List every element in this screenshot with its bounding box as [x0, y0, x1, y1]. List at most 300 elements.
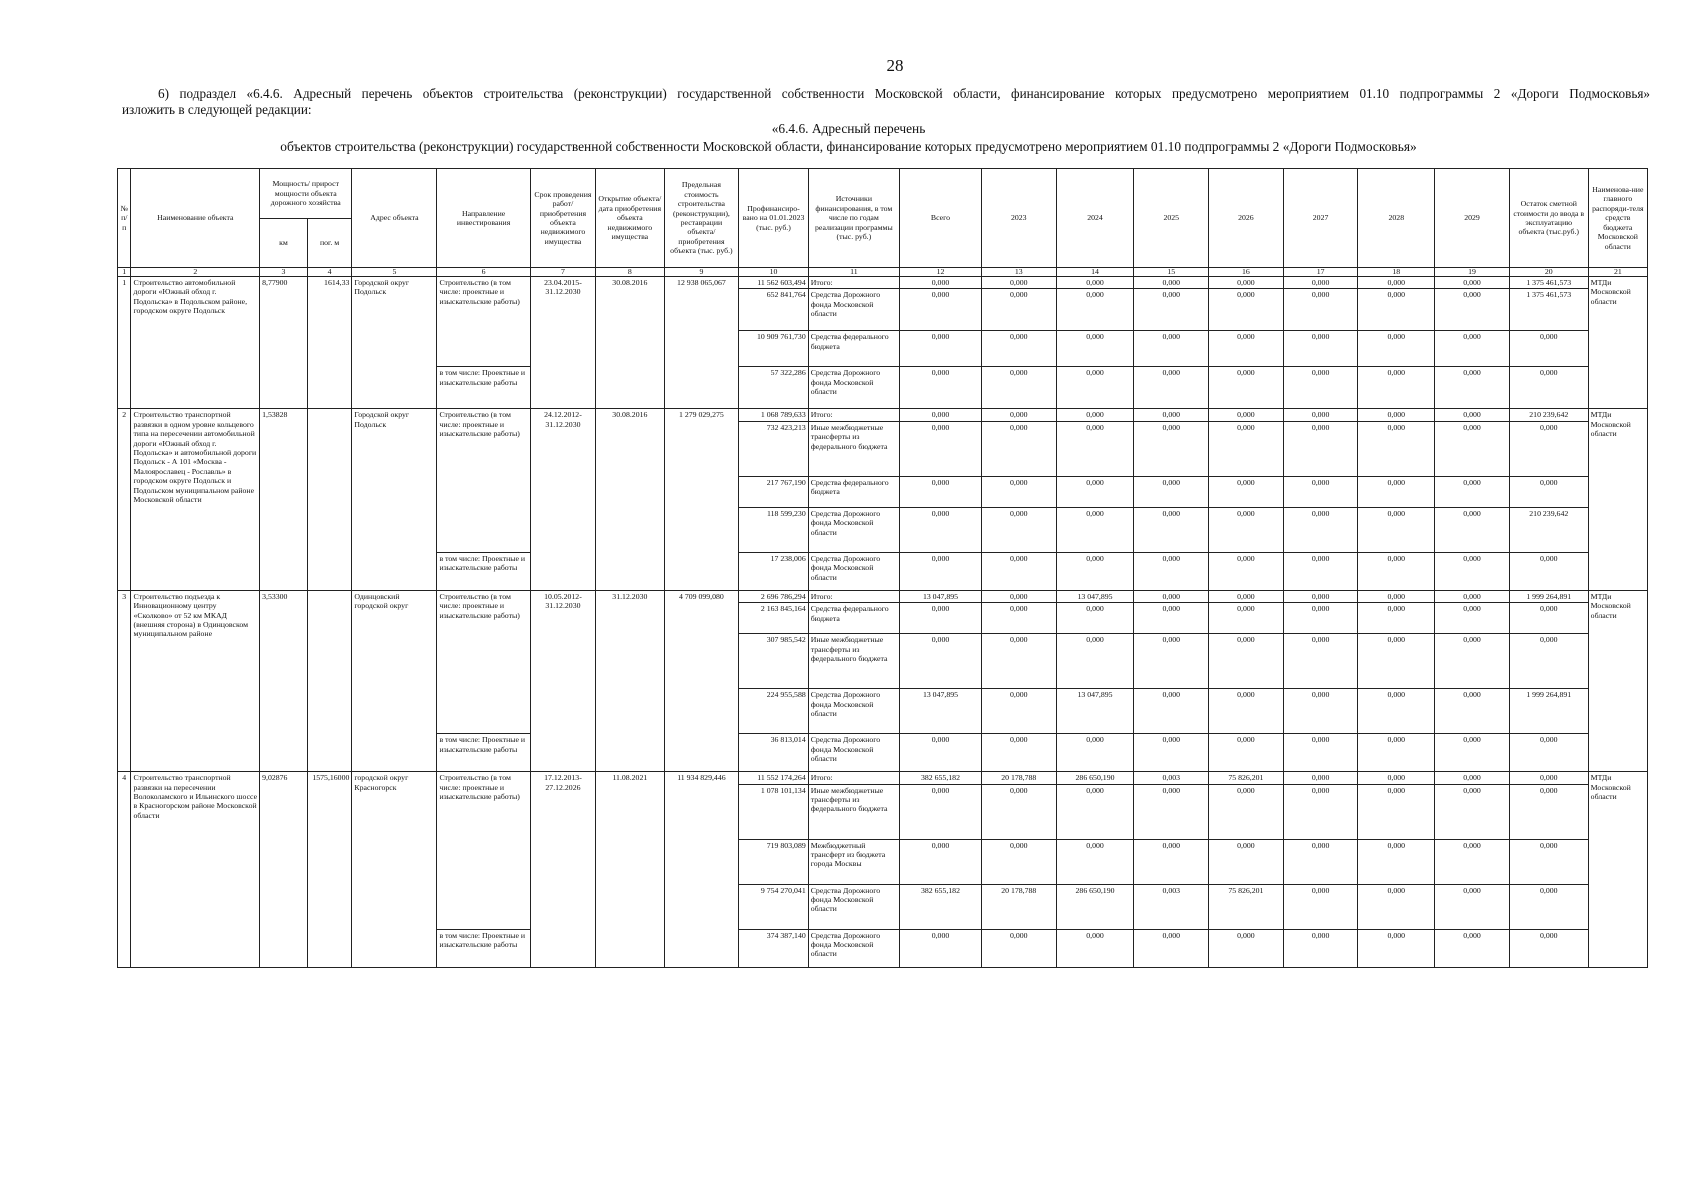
- total-value: 382 655,182: [900, 884, 982, 929]
- col-number: 4: [307, 268, 352, 277]
- col-number: 5: [352, 268, 437, 277]
- year-value-2028: 0,000: [1358, 552, 1435, 590]
- object-number: 1: [118, 277, 131, 409]
- header-remainder: Остаток сметной стоимости до ввода в эксплуатацию объекта (тыс.руб.): [1509, 169, 1588, 268]
- total-value: 13 047,895: [900, 689, 982, 734]
- header-manager: Наименова-ние главного распоряди-теля средств бюджета Московской области: [1588, 169, 1647, 268]
- col-number: 10: [739, 268, 808, 277]
- year-value-2023: 0,000: [981, 421, 1056, 476]
- object-cost: 11 934 829,446: [664, 772, 739, 967]
- header-pm: пог. м: [307, 219, 352, 268]
- col-number: 17: [1283, 268, 1358, 277]
- remainder-value: 0,000: [1509, 552, 1588, 590]
- year-value-2026: 0,000: [1209, 603, 1284, 634]
- header-cost: Предельная стоимость строительства (реконструкции), реставрации объекта/ приобретения объекта (тыс. руб.): [664, 169, 739, 268]
- financed-value: 307 985,542: [739, 634, 808, 689]
- total-value: 0,000: [900, 421, 982, 476]
- remainder-value: 0,000: [1509, 784, 1588, 839]
- header-year-2027: 2027: [1283, 169, 1358, 268]
- object-direction-sub: в том числе: Проектные и изыскательские работы: [437, 734, 530, 772]
- table-title-line-2: объектов строительства (реконструкции) государственной собственности Московской области, финансирование которых предусмотрено мероприятием 01.10 подпрограммы 2 «Дороги Подмосковья»: [280, 139, 1417, 154]
- year-value-2028: 0,000: [1358, 331, 1435, 367]
- header-direction: Направление инвестирования: [437, 169, 530, 268]
- col-number: 7: [530, 268, 595, 277]
- object-number: 3: [118, 590, 131, 771]
- col-number: 11: [808, 268, 899, 277]
- col-number: 2: [131, 268, 260, 277]
- year-value-2026: 0,000: [1209, 289, 1284, 331]
- year-value-2024: 0,000: [1056, 784, 1134, 839]
- total-value: 0,000: [900, 331, 982, 367]
- funding-source: Итого:: [808, 277, 899, 289]
- year-value-2023: 0,000: [981, 734, 1056, 772]
- object-name: Строительство подъезда к Инновационному центру «Сколково» от 52 км МКАД (внешняя сторона) в Одинцовском муниципальном районе: [131, 590, 260, 771]
- object-opening: 30.08.2016: [596, 409, 664, 590]
- remainder-value: 0,000: [1509, 367, 1588, 409]
- year-value-2028: 0,000: [1358, 689, 1435, 734]
- year-value-2028: 0,000: [1358, 289, 1435, 331]
- funding-source: Средства Дорожного фонда Московской области: [808, 367, 899, 409]
- year-value-2025: 0,000: [1134, 784, 1209, 839]
- header-capacity: Мощность/ прирост мощности объекта дорожного хозяйства: [260, 169, 352, 219]
- remainder-value: 0,000: [1509, 884, 1588, 929]
- year-value-2025: 0,000: [1134, 409, 1209, 421]
- object-direction: Строительство (в том числе: проектные и изыскательские работы): [437, 409, 530, 552]
- total-value: 0,000: [900, 277, 982, 289]
- year-value-2028: 0,000: [1358, 839, 1435, 884]
- year-value-2028: 0,000: [1358, 772, 1435, 784]
- year-value-2025: 0,000: [1134, 929, 1209, 967]
- intro-line-2: изложить в следующей редакции:: [122, 102, 312, 117]
- object-opening: 31.12.2030: [596, 590, 664, 771]
- year-value-2023: 20 178,788: [981, 884, 1056, 929]
- year-value-2024: 13 047,895: [1056, 689, 1134, 734]
- remainder-value: 0,000: [1509, 421, 1588, 476]
- col-number: 1: [118, 268, 131, 277]
- object-opening: 30.08.2016: [596, 277, 664, 409]
- year-value-2024: 0,000: [1056, 839, 1134, 884]
- year-value-2023: 0,000: [981, 289, 1056, 331]
- remainder-value: 0,000: [1509, 476, 1588, 507]
- year-value-2027: 0,000: [1283, 409, 1358, 421]
- object-km: 3,53300: [260, 590, 308, 771]
- year-value-2023: 0,000: [981, 331, 1056, 367]
- object-cost: 12 938 065,067: [664, 277, 739, 409]
- object-cost: 4 709 099,080: [664, 590, 739, 771]
- object-address: городской округ Красногорск: [352, 772, 437, 967]
- year-value-2023: 0,000: [981, 590, 1056, 602]
- header-address: Адрес объекта: [352, 169, 437, 268]
- financed-value: 1 068 789,633: [739, 409, 808, 421]
- year-value-2023: 0,000: [981, 552, 1056, 590]
- year-value-2026: 0,000: [1209, 421, 1284, 476]
- financed-value: 224 955,588: [739, 689, 808, 734]
- header-year-2028: 2028: [1358, 169, 1435, 268]
- year-value-2027: 0,000: [1283, 331, 1358, 367]
- header-term: Срок проведения работ/ приобретения объекта недвижимого имущества: [530, 169, 595, 268]
- object-manager: МТДи Московской области: [1588, 590, 1647, 771]
- header-year-2023: 2023: [981, 169, 1056, 268]
- year-value-2024: 0,000: [1056, 734, 1134, 772]
- year-value-2025: 0,000: [1134, 507, 1209, 552]
- year-value-2029: 0,000: [1435, 409, 1510, 421]
- year-value-2028: 0,000: [1358, 590, 1435, 602]
- funding-source: Иные межбюджетные трансферты из федерального бюджета: [808, 634, 899, 689]
- year-value-2023: 20 178,788: [981, 772, 1056, 784]
- header-sources: Источники финансирования, в том числе по годам реализации программы (тыс. руб.): [808, 169, 899, 268]
- col-number: 16: [1209, 268, 1284, 277]
- year-value-2024: 0,000: [1056, 507, 1134, 552]
- funding-source: Средства Дорожного фонда Московской области: [808, 552, 899, 590]
- year-value-2025: 0,000: [1134, 603, 1209, 634]
- year-value-2026: 0,000: [1209, 689, 1284, 734]
- year-value-2023: 0,000: [981, 277, 1056, 289]
- financed-value: 1 078 101,134: [739, 784, 808, 839]
- year-value-2029: 0,000: [1435, 929, 1510, 967]
- financed-value: 11 552 174,264: [739, 772, 808, 784]
- object-name: Строительство транспортной развязки на пересечении Волоколамского и Ильинского шоссе в Красногорском районе Московской области: [131, 772, 260, 967]
- year-value-2027: 0,000: [1283, 772, 1358, 784]
- col-number: 14: [1056, 268, 1134, 277]
- remainder-value: 1 375 461,573: [1509, 289, 1588, 331]
- header-year-2026: 2026: [1209, 169, 1284, 268]
- year-value-2023: 0,000: [981, 409, 1056, 421]
- year-value-2028: 0,000: [1358, 634, 1435, 689]
- year-value-2024: 0,000: [1056, 552, 1134, 590]
- object-name: Строительство транспортной развязки в одном уровне кольцевого типа на пересечении автомобильной дороги «Южный обход г. Подольска» и автомобильной дороги Подольск - А 101 «Москва - Малоярославец - Рославль» в городском округе Подольск и Подольском муниципальном районе Московской области: [131, 409, 260, 590]
- year-value-2027: 0,000: [1283, 929, 1358, 967]
- year-value-2023: 0,000: [981, 507, 1056, 552]
- year-value-2023: 0,000: [981, 603, 1056, 634]
- year-value-2026: 75 826,201: [1209, 772, 1284, 784]
- object-row: [118, 409, 1648, 421]
- year-value-2026: 0,000: [1209, 634, 1284, 689]
- financed-value: 36 813,014: [739, 734, 808, 772]
- year-value-2026: 0,000: [1209, 476, 1284, 507]
- year-value-2027: 0,000: [1283, 784, 1358, 839]
- total-value: 0,000: [900, 603, 982, 634]
- remainder-value: 0,000: [1509, 772, 1588, 784]
- year-value-2026: 0,000: [1209, 784, 1284, 839]
- year-value-2029: 0,000: [1435, 367, 1510, 409]
- col-number: 19: [1435, 268, 1510, 277]
- col-number: 9: [664, 268, 739, 277]
- object-km: 1,53828: [260, 409, 308, 590]
- year-value-2024: 13 047,895: [1056, 590, 1134, 602]
- object-pm: [307, 590, 352, 771]
- funding-source: Средства Дорожного фонда Московской области: [808, 734, 899, 772]
- year-value-2028: 0,000: [1358, 603, 1435, 634]
- year-value-2026: 75 826,201: [1209, 884, 1284, 929]
- page-number: 28: [886, 56, 904, 75]
- funding-source: Средства Дорожного фонда Московской области: [808, 689, 899, 734]
- year-value-2024: 0,000: [1056, 421, 1134, 476]
- object-manager: МТДи Московской области: [1588, 409, 1647, 590]
- year-value-2023: 0,000: [981, 929, 1056, 967]
- object-pm: 1575,16000: [307, 772, 352, 967]
- total-value: 0,000: [900, 929, 982, 967]
- year-value-2029: 0,000: [1435, 476, 1510, 507]
- year-value-2028: 0,000: [1358, 421, 1435, 476]
- object-row: [118, 277, 1648, 289]
- year-value-2027: 0,000: [1283, 277, 1358, 289]
- funding-source: Средства Дорожного фонда Московской области: [808, 884, 899, 929]
- remainder-value: 0,000: [1509, 603, 1588, 634]
- object-direction: Строительство (в том числе: проектные и изыскательские работы): [437, 277, 530, 367]
- year-value-2029: 0,000: [1435, 884, 1510, 929]
- object-direction: Строительство (в том числе: проектные и изыскательские работы): [437, 590, 530, 733]
- object-address: Городской округ Подольск: [352, 409, 437, 590]
- funding-source: Средства федерального бюджета: [808, 476, 899, 507]
- year-value-2025: 0,000: [1134, 476, 1209, 507]
- year-value-2024: 0,000: [1056, 603, 1134, 634]
- financed-value: 652 841,764: [739, 289, 808, 331]
- year-value-2024: 0,000: [1056, 929, 1134, 967]
- object-cost: 1 279 029,275: [664, 409, 739, 590]
- col-number: 15: [1134, 268, 1209, 277]
- object-number: 2: [118, 409, 131, 590]
- col-number: 8: [596, 268, 664, 277]
- funding-source: Иные межбюджетные трансферты из федерального бюджета: [808, 421, 899, 476]
- object-direction-sub: в том числе: Проектные и изыскательские работы: [437, 929, 530, 967]
- table-title-line-1: «6.4.6. Адресный перечень: [771, 121, 926, 136]
- year-value-2026: 0,000: [1209, 277, 1284, 289]
- year-value-2029: 0,000: [1435, 552, 1510, 590]
- object-address: Одинцовский городской округ: [352, 590, 437, 771]
- object-term: 10.05.2012-31.12.2030: [530, 590, 595, 771]
- header-name: Наименование объекта: [131, 169, 260, 268]
- financed-value: 17 238,006: [739, 552, 808, 590]
- funding-source: Средства федерального бюджета: [808, 331, 899, 367]
- year-value-2027: 0,000: [1283, 884, 1358, 929]
- total-value: 382 655,182: [900, 772, 982, 784]
- funding-source: Межбюджетный трансферт из бюджета города Москвы: [808, 839, 899, 884]
- year-value-2029: 0,000: [1435, 331, 1510, 367]
- year-value-2026: 0,000: [1209, 367, 1284, 409]
- object-manager: МТДи Московской области: [1588, 772, 1647, 967]
- header-year-2029: 2029: [1435, 169, 1510, 268]
- year-value-2023: 0,000: [981, 367, 1056, 409]
- remainder-value: 0,000: [1509, 634, 1588, 689]
- column-numbers-row: [118, 268, 1648, 277]
- year-value-2028: 0,000: [1358, 277, 1435, 289]
- year-value-2025: 0,000: [1134, 421, 1209, 476]
- col-number: 18: [1358, 268, 1435, 277]
- year-value-2027: 0,000: [1283, 552, 1358, 590]
- object-term: 23.04.2015-31.12.2030: [530, 277, 595, 409]
- financed-value: 57 322,286: [739, 367, 808, 409]
- financed-value: 9 754 270,041: [739, 884, 808, 929]
- year-value-2029: 0,000: [1435, 289, 1510, 331]
- year-value-2025: 0,003: [1134, 772, 1209, 784]
- year-value-2025: 0,000: [1134, 552, 1209, 590]
- object-opening: 11.08.2021: [596, 772, 664, 967]
- total-value: 0,000: [900, 289, 982, 331]
- year-value-2029: 0,000: [1435, 507, 1510, 552]
- remainder-value: 210 239,642: [1509, 409, 1588, 421]
- year-value-2027: 0,000: [1283, 634, 1358, 689]
- remainder-value: 1 375 461,573: [1509, 277, 1588, 289]
- object-pm: 1614,33: [307, 277, 352, 409]
- header-year-2025: 2025: [1134, 169, 1209, 268]
- year-value-2028: 0,000: [1358, 784, 1435, 839]
- total-value: 13 047,895: [900, 590, 982, 602]
- year-value-2027: 0,000: [1283, 421, 1358, 476]
- col-number: 6: [437, 268, 530, 277]
- year-value-2028: 0,000: [1358, 734, 1435, 772]
- funding-source: Средства Дорожного фонда Московской области: [808, 289, 899, 331]
- col-number: 13: [981, 268, 1056, 277]
- year-value-2029: 0,000: [1435, 734, 1510, 772]
- remainder-value: 210 239,642: [1509, 507, 1588, 552]
- year-value-2027: 0,000: [1283, 734, 1358, 772]
- object-term: 24.12.2012-31.12.2030: [530, 409, 595, 590]
- year-value-2026: 0,000: [1209, 590, 1284, 602]
- funding-source: Средства Дорожного фонда Московской области: [808, 507, 899, 552]
- financed-value: 10 909 761,730: [739, 331, 808, 367]
- year-value-2025: 0,000: [1134, 590, 1209, 602]
- year-value-2027: 0,000: [1283, 590, 1358, 602]
- year-value-2023: 0,000: [981, 476, 1056, 507]
- year-value-2026: 0,000: [1209, 929, 1284, 967]
- total-value: 0,000: [900, 552, 982, 590]
- funding-source: Средства федерального бюджета: [808, 603, 899, 634]
- year-value-2029: 0,000: [1435, 784, 1510, 839]
- object-name: Строительство автомобильной дороги «Южный обход г. Подольска» в Подольском районе, городском округе Подольск: [131, 277, 260, 409]
- object-number: 4: [118, 772, 131, 967]
- year-value-2026: 0,000: [1209, 409, 1284, 421]
- year-value-2029: 0,000: [1435, 839, 1510, 884]
- funding-source: Иные межбюджетные трансферты из федерального бюджета: [808, 784, 899, 839]
- year-value-2029: 0,000: [1435, 590, 1510, 602]
- object-direction-sub: в том числе: Проектные и изыскательские работы: [437, 552, 530, 590]
- table-body: [118, 277, 1648, 968]
- year-value-2029: 0,000: [1435, 421, 1510, 476]
- year-value-2024: 286 650,190: [1056, 884, 1134, 929]
- remainder-value: 0,000: [1509, 929, 1588, 967]
- object-row: [118, 590, 1648, 602]
- year-value-2026: 0,000: [1209, 839, 1284, 884]
- year-value-2028: 0,000: [1358, 476, 1435, 507]
- header-financed: Профинансиро-вано на 01.01.2023 (тыс. руб.): [739, 169, 808, 268]
- year-value-2025: 0,000: [1134, 367, 1209, 409]
- year-value-2027: 0,000: [1283, 603, 1358, 634]
- financed-value: 217 767,190: [739, 476, 808, 507]
- year-value-2029: 0,000: [1435, 603, 1510, 634]
- object-km: 8,77900: [260, 277, 308, 409]
- year-value-2025: 0,000: [1134, 689, 1209, 734]
- remainder-value: 1 999 264,891: [1509, 689, 1588, 734]
- year-value-2025: 0,000: [1134, 289, 1209, 331]
- year-value-2025: 0,000: [1134, 331, 1209, 367]
- year-value-2027: 0,000: [1283, 476, 1358, 507]
- year-value-2028: 0,000: [1358, 409, 1435, 421]
- object-term: 17.12.2013-27.12.2026: [530, 772, 595, 967]
- total-value: 0,000: [900, 367, 982, 409]
- total-value: 0,000: [900, 507, 982, 552]
- remainder-value: 0,000: [1509, 839, 1588, 884]
- object-km: 9,02876: [260, 772, 308, 967]
- remainder-value: 0,000: [1509, 331, 1588, 367]
- financed-value: 2 696 786,294: [739, 590, 808, 602]
- year-value-2026: 0,000: [1209, 507, 1284, 552]
- year-value-2024: 0,000: [1056, 367, 1134, 409]
- year-value-2024: 0,000: [1056, 634, 1134, 689]
- year-value-2028: 0,000: [1358, 367, 1435, 409]
- total-value: 0,000: [900, 784, 982, 839]
- year-value-2025: 0,000: [1134, 839, 1209, 884]
- intro-paragraph: [122, 86, 1650, 118]
- year-value-2024: 0,000: [1056, 277, 1134, 289]
- financed-value: 118 599,230: [739, 507, 808, 552]
- year-value-2023: 0,000: [981, 839, 1056, 884]
- header-opening: Открытие объекта/ дата приобретения объекта недвижимого имущества: [596, 169, 664, 268]
- object-direction-sub: в том числе: Проектные и изыскательские работы: [437, 367, 530, 409]
- total-value: 0,000: [900, 634, 982, 689]
- total-value: 0,000: [900, 476, 982, 507]
- funding-source: Итого:: [808, 772, 899, 784]
- total-value: 0,000: [900, 734, 982, 772]
- year-value-2029: 0,000: [1435, 634, 1510, 689]
- year-value-2025: 0,000: [1134, 634, 1209, 689]
- header-num: № п/п: [118, 169, 131, 268]
- col-number: 21: [1588, 268, 1647, 277]
- year-value-2023: 0,000: [981, 784, 1056, 839]
- year-value-2029: 0,000: [1435, 277, 1510, 289]
- financed-value: 719 803,089: [739, 839, 808, 884]
- year-value-2024: 286 650,190: [1056, 772, 1134, 784]
- year-value-2028: 0,000: [1358, 884, 1435, 929]
- year-value-2026: 0,000: [1209, 734, 1284, 772]
- remainder-value: 0,000: [1509, 734, 1588, 772]
- object-manager: МТДи Московской области: [1588, 277, 1647, 409]
- year-value-2025: 0,000: [1134, 277, 1209, 289]
- year-value-2027: 0,000: [1283, 289, 1358, 331]
- year-value-2026: 0,000: [1209, 552, 1284, 590]
- financed-value: 374 387,140: [739, 929, 808, 967]
- year-value-2025: 0,000: [1134, 734, 1209, 772]
- year-value-2027: 0,000: [1283, 839, 1358, 884]
- year-value-2029: 0,000: [1435, 772, 1510, 784]
- header-total: Всего: [900, 169, 982, 268]
- object-address: Городской округ Подольск: [352, 277, 437, 409]
- funding-source: Итого:: [808, 409, 899, 421]
- year-value-2023: 0,000: [981, 689, 1056, 734]
- object-direction: Строительство (в том числе: проектные и изыскательские работы): [437, 772, 530, 929]
- table-header: [118, 169, 1648, 277]
- header-year-2024: 2024: [1056, 169, 1134, 268]
- year-value-2024: 0,000: [1056, 476, 1134, 507]
- year-value-2026: 0,000: [1209, 331, 1284, 367]
- remainder-value: 1 999 264,891: [1509, 590, 1588, 602]
- year-value-2029: 0,000: [1435, 689, 1510, 734]
- col-number: 12: [900, 268, 982, 277]
- year-value-2024: 0,000: [1056, 409, 1134, 421]
- object-row: [118, 772, 1648, 784]
- financed-value: 11 562 603,494: [739, 277, 808, 289]
- year-value-2024: 0,000: [1056, 289, 1134, 331]
- intro-line-1: 6) подраздел «6.4.6. Адресный перечень объектов строительства (реконструкции) государственной собственности Московской области, финансирование которых предусмотрено мероприятием 01.10 подпрограммы 2 «Дороги Подмосковья»: [158, 86, 1650, 101]
- year-value-2027: 0,000: [1283, 367, 1358, 409]
- year-value-2028: 0,000: [1358, 507, 1435, 552]
- financed-value: 2 163 845,164: [739, 603, 808, 634]
- year-value-2025: 0,003: [1134, 884, 1209, 929]
- header-km: км: [260, 219, 308, 268]
- year-value-2027: 0,000: [1283, 507, 1358, 552]
- year-value-2028: 0,000: [1358, 929, 1435, 967]
- financed-value: 732 423,213: [739, 421, 808, 476]
- year-value-2027: 0,000: [1283, 689, 1358, 734]
